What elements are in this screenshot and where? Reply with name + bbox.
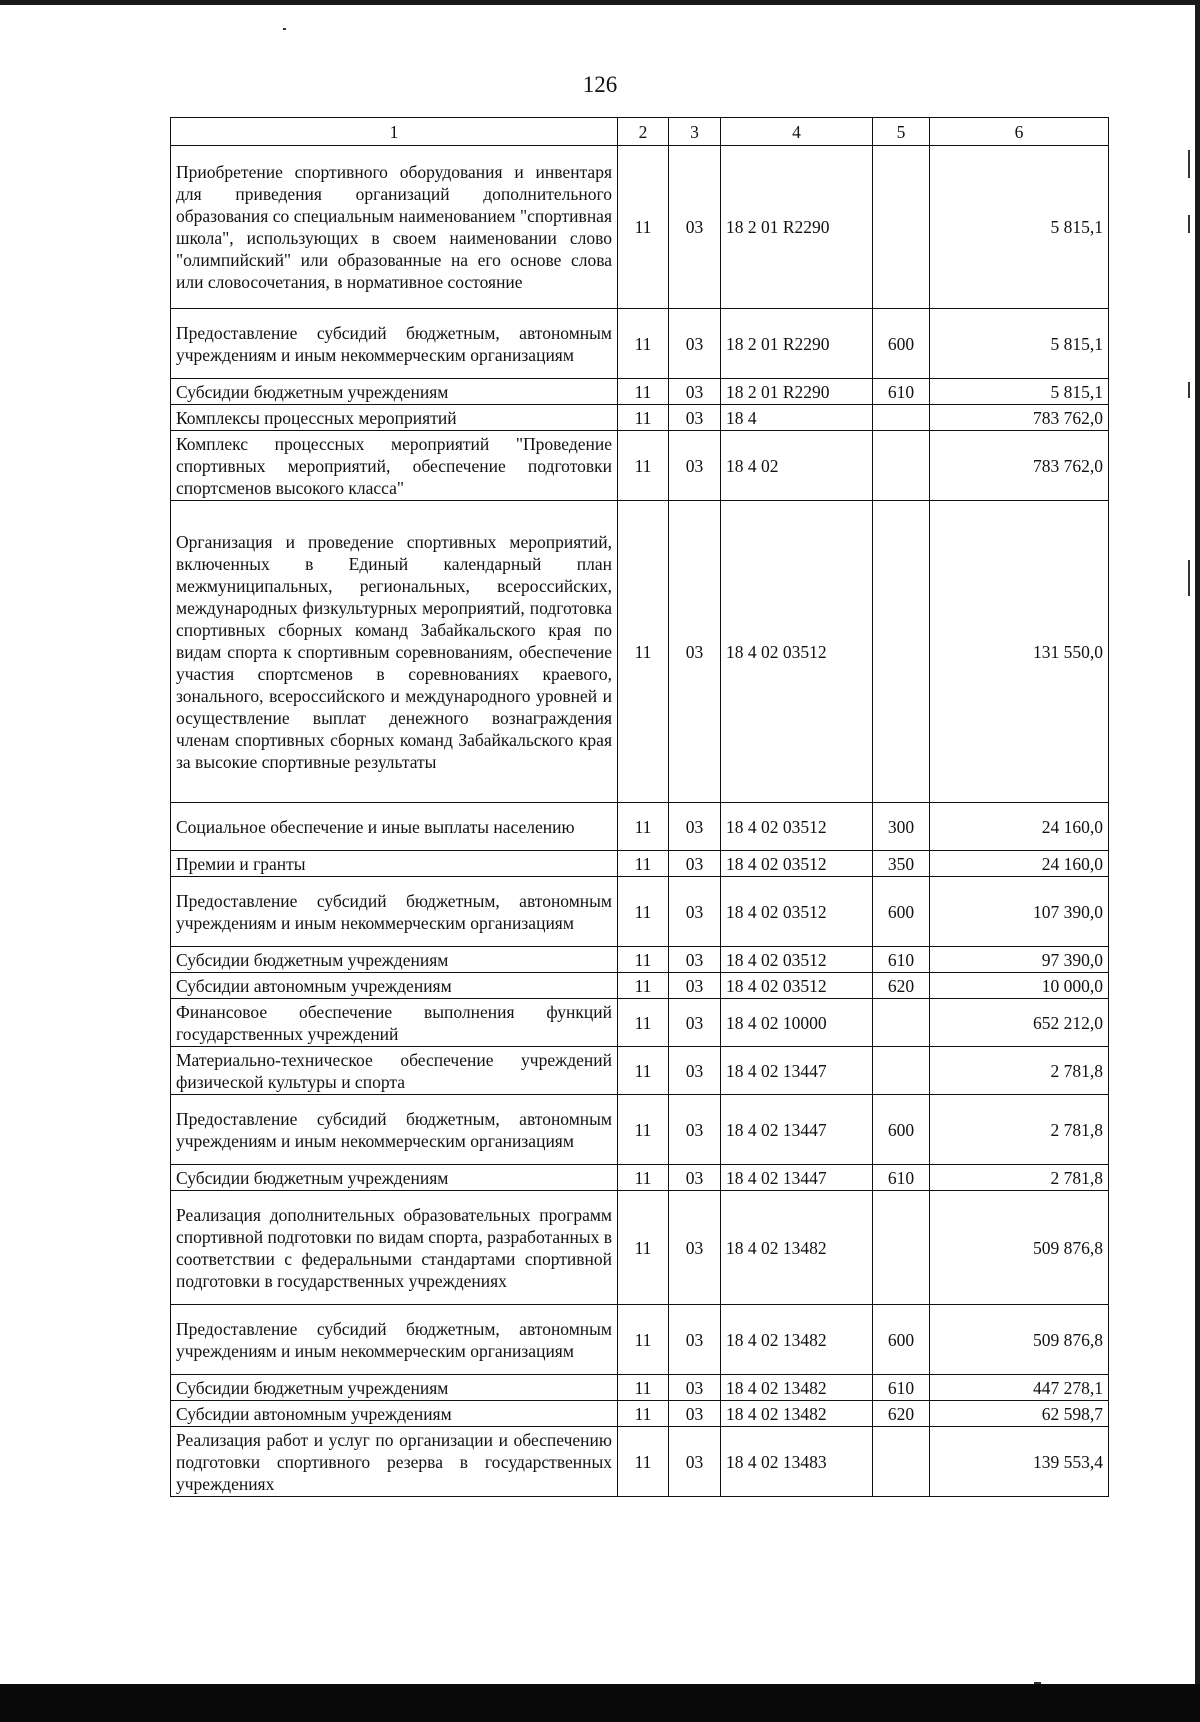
item-name: Субсидии автономным учреждениям xyxy=(171,1401,618,1427)
section-code: 11 xyxy=(618,877,669,947)
scan-edge-top xyxy=(0,0,1200,5)
section-code: 11 xyxy=(618,1427,669,1497)
amount: 5 815,1 xyxy=(930,146,1109,309)
amount: 107 390,0 xyxy=(930,877,1109,947)
section-code: 11 xyxy=(618,851,669,877)
item-name: Реализация дополнительных образовательных программ спортивной подготовки по видам спорта, разработанных в соответствии с федеральными стандартами спортивной подготовки в государственных учреждениях xyxy=(171,1191,618,1305)
subsection-code: 03 xyxy=(669,1375,721,1401)
section-code: 11 xyxy=(618,803,669,851)
expense-type: 620 xyxy=(873,973,930,999)
table-row xyxy=(171,973,1109,999)
column-header: 4 xyxy=(721,118,873,146)
expense-type: 610 xyxy=(873,1165,930,1191)
table-row xyxy=(171,1427,1109,1497)
amount: 131 550,0 xyxy=(930,501,1109,803)
expense-type: 600 xyxy=(873,1305,930,1375)
subsection-code: 03 xyxy=(669,309,721,379)
item-name: Предоставление субсидий бюджетным, автономным учреждениям и иным некоммерческим организациям xyxy=(171,1305,618,1375)
item-name: Премии и гранты xyxy=(171,851,618,877)
section-code: 11 xyxy=(618,1095,669,1165)
table-row xyxy=(171,309,1109,379)
target-article: 18 4 02 13447 xyxy=(721,1095,873,1165)
section-code: 11 xyxy=(618,1047,669,1095)
table-row xyxy=(171,1095,1109,1165)
section-code: 11 xyxy=(618,1165,669,1191)
expense-type xyxy=(873,146,930,309)
expense-type: 600 xyxy=(873,1095,930,1165)
subsection-code: 03 xyxy=(669,1401,721,1427)
subsection-code: 03 xyxy=(669,379,721,405)
table-row xyxy=(171,431,1109,501)
amount: 652 212,0 xyxy=(930,999,1109,1047)
target-article: 18 4 02 13447 xyxy=(721,1165,873,1191)
target-article: 18 4 02 13447 xyxy=(721,1047,873,1095)
subsection-code: 03 xyxy=(669,1427,721,1497)
section-code: 11 xyxy=(618,1401,669,1427)
section-code: 11 xyxy=(618,501,669,803)
subsection-code: 03 xyxy=(669,973,721,999)
subsection-code: 03 xyxy=(669,431,721,501)
item-name: Субсидии бюджетным учреждениям xyxy=(171,947,618,973)
table-row xyxy=(171,146,1109,309)
subsection-code: 03 xyxy=(669,146,721,309)
scan-edge-bottom xyxy=(0,1684,1200,1722)
table-row xyxy=(171,1191,1109,1305)
expense-type: 300 xyxy=(873,803,930,851)
subsection-code: 03 xyxy=(669,877,721,947)
expense-type: 610 xyxy=(873,379,930,405)
target-article: 18 4 02 13483 xyxy=(721,1427,873,1497)
target-article: 18 4 02 13482 xyxy=(721,1401,873,1427)
expense-type xyxy=(873,405,930,431)
item-name: Предоставление субсидий бюджетным, автономным учреждениям и иным некоммерческим организациям xyxy=(171,1095,618,1165)
target-article: 18 4 02 13482 xyxy=(721,1305,873,1375)
item-name: Предоставление субсидий бюджетным, автономным учреждениям и иным некоммерческим организациям xyxy=(171,309,618,379)
subsection-code: 03 xyxy=(669,803,721,851)
section-code: 11 xyxy=(618,405,669,431)
amount: 783 762,0 xyxy=(930,405,1109,431)
section-code: 11 xyxy=(618,379,669,405)
item-name: Организация и проведение спортивных мероприятий, включенных в Единый календарный план межмуниципальных, региональных, всероссийских, международных физкультурных мероприятий, подготовка спортивных сборных команд Забайкальского края по видам спорта к спортивным соревнованиям, обеспечение участия спортсменов в соревнованиях краевого, зонального, всероссийского и международного уровней и осуществление выплат денежного вознаграждения членам спортивных сборных команд Забайкальского края за высокие спортивные результаты xyxy=(171,501,618,803)
scan-speck xyxy=(283,28,286,30)
amount: 10 000,0 xyxy=(930,973,1109,999)
subsection-code: 03 xyxy=(669,1191,721,1305)
target-article: 18 4 02 13482 xyxy=(721,1191,873,1305)
target-article: 18 4 02 03512 xyxy=(721,947,873,973)
amount: 2 781,8 xyxy=(930,1165,1109,1191)
column-header: 2 xyxy=(618,118,669,146)
expense-type: 610 xyxy=(873,947,930,973)
amount: 5 815,1 xyxy=(930,379,1109,405)
table-row xyxy=(171,1375,1109,1401)
section-code: 11 xyxy=(618,1305,669,1375)
item-name: Субсидии автономным учреждениям xyxy=(171,973,618,999)
target-article: 18 2 01 R2290 xyxy=(721,146,873,309)
scan-speck xyxy=(1188,560,1190,596)
item-name: Финансовое обеспечение выполнения функций государственных учреждений xyxy=(171,999,618,1047)
target-article: 18 4 xyxy=(721,405,873,431)
item-name: Предоставление субсидий бюджетным, автономным учреждениям и иным некоммерческим организациям xyxy=(171,877,618,947)
target-article: 18 4 02 xyxy=(721,431,873,501)
subsection-code: 03 xyxy=(669,1095,721,1165)
target-article: 18 4 02 13482 xyxy=(721,1375,873,1401)
table-row xyxy=(171,877,1109,947)
expense-type: 350 xyxy=(873,851,930,877)
scan-speck xyxy=(1034,1682,1041,1684)
item-name: Субсидии бюджетным учреждениям xyxy=(171,1375,618,1401)
table-row xyxy=(171,999,1109,1047)
target-article: 18 4 02 03512 xyxy=(721,851,873,877)
expense-type xyxy=(873,1047,930,1095)
amount: 5 815,1 xyxy=(930,309,1109,379)
subsection-code: 03 xyxy=(669,1165,721,1191)
target-article: 18 2 01 R2290 xyxy=(721,379,873,405)
expense-type xyxy=(873,1191,930,1305)
item-name: Материально-техническое обеспечение учреждений физической культуры и спорта xyxy=(171,1047,618,1095)
table-row xyxy=(171,947,1109,973)
amount: 62 598,7 xyxy=(930,1401,1109,1427)
section-code: 11 xyxy=(618,146,669,309)
item-name: Приобретение спортивного оборудования и инвентаря для приведения организаций дополнительного образования со специальным наименованием "спортивная школа", использующих в своем наименовании слово "олимпийский" или образованные на его основе слова или словосочетания, в нормативное состояние xyxy=(171,146,618,309)
target-article: 18 4 02 03512 xyxy=(721,803,873,851)
target-article: 18 2 01 R2290 xyxy=(721,309,873,379)
amount: 509 876,8 xyxy=(930,1305,1109,1375)
expense-type: 600 xyxy=(873,309,930,379)
column-header: 5 xyxy=(873,118,930,146)
target-article: 18 4 02 03512 xyxy=(721,973,873,999)
column-header: 1 xyxy=(171,118,618,146)
table-row xyxy=(171,1047,1109,1095)
expense-type: 620 xyxy=(873,1401,930,1427)
subsection-code: 03 xyxy=(669,405,721,431)
amount: 24 160,0 xyxy=(930,851,1109,877)
subsection-code: 03 xyxy=(669,1305,721,1375)
item-name: Субсидии бюджетным учреждениям xyxy=(171,379,618,405)
section-code: 11 xyxy=(618,973,669,999)
section-code: 11 xyxy=(618,1375,669,1401)
scan-speck xyxy=(1188,150,1190,178)
table-row xyxy=(171,1401,1109,1427)
section-code: 11 xyxy=(618,1191,669,1305)
subsection-code: 03 xyxy=(669,947,721,973)
subsection-code: 03 xyxy=(669,851,721,877)
scan-edge-right xyxy=(1195,0,1200,1722)
column-header: 6 xyxy=(930,118,1109,146)
amount: 447 278,1 xyxy=(930,1375,1109,1401)
expense-type xyxy=(873,1427,930,1497)
subsection-code: 03 xyxy=(669,1047,721,1095)
target-article: 18 4 02 10000 xyxy=(721,999,873,1047)
scan-speck xyxy=(1188,382,1190,398)
amount: 2 781,8 xyxy=(930,1095,1109,1165)
amount: 139 553,4 xyxy=(930,1427,1109,1497)
table-row xyxy=(171,405,1109,431)
page-number: 126 xyxy=(582,72,618,97)
expense-type: 600 xyxy=(873,877,930,947)
item-name: Реализация работ и услуг по организации и обеспечению подготовки спортивного резерва в государственных учреждениях xyxy=(171,1427,618,1497)
amount: 509 876,8 xyxy=(930,1191,1109,1305)
amount: 783 762,0 xyxy=(930,431,1109,501)
section-code: 11 xyxy=(618,947,669,973)
subsection-code: 03 xyxy=(669,999,721,1047)
amount: 24 160,0 xyxy=(930,803,1109,851)
amount: 97 390,0 xyxy=(930,947,1109,973)
scan-speck xyxy=(1188,215,1190,233)
amount: 2 781,8 xyxy=(930,1047,1109,1095)
item-name: Комплексы процессных мероприятий xyxy=(171,405,618,431)
column-header: 3 xyxy=(669,118,721,146)
table-row xyxy=(171,1305,1109,1375)
section-code: 11 xyxy=(618,431,669,501)
table-header-row xyxy=(171,118,1109,146)
table-row xyxy=(171,379,1109,405)
target-article: 18 4 02 03512 xyxy=(721,501,873,803)
item-name: Субсидии бюджетным учреждениям xyxy=(171,1165,618,1191)
section-code: 11 xyxy=(618,309,669,379)
budget-table xyxy=(170,117,1109,1497)
table-row xyxy=(171,501,1109,803)
expense-type xyxy=(873,431,930,501)
item-name: Социальное обеспечение и иные выплаты населению xyxy=(171,803,618,851)
target-article: 18 4 02 03512 xyxy=(721,877,873,947)
table-row xyxy=(171,1165,1109,1191)
section-code: 11 xyxy=(618,999,669,1047)
subsection-code: 03 xyxy=(669,501,721,803)
item-name: Комплекс процессных мероприятий "Проведение спортивных мероприятий, обеспечение подготовки спортсменов высокого класса" xyxy=(171,431,618,501)
expense-type: 610 xyxy=(873,1375,930,1401)
table-row xyxy=(171,851,1109,877)
expense-type xyxy=(873,501,930,803)
expense-type xyxy=(873,999,930,1047)
table-row xyxy=(171,803,1109,851)
